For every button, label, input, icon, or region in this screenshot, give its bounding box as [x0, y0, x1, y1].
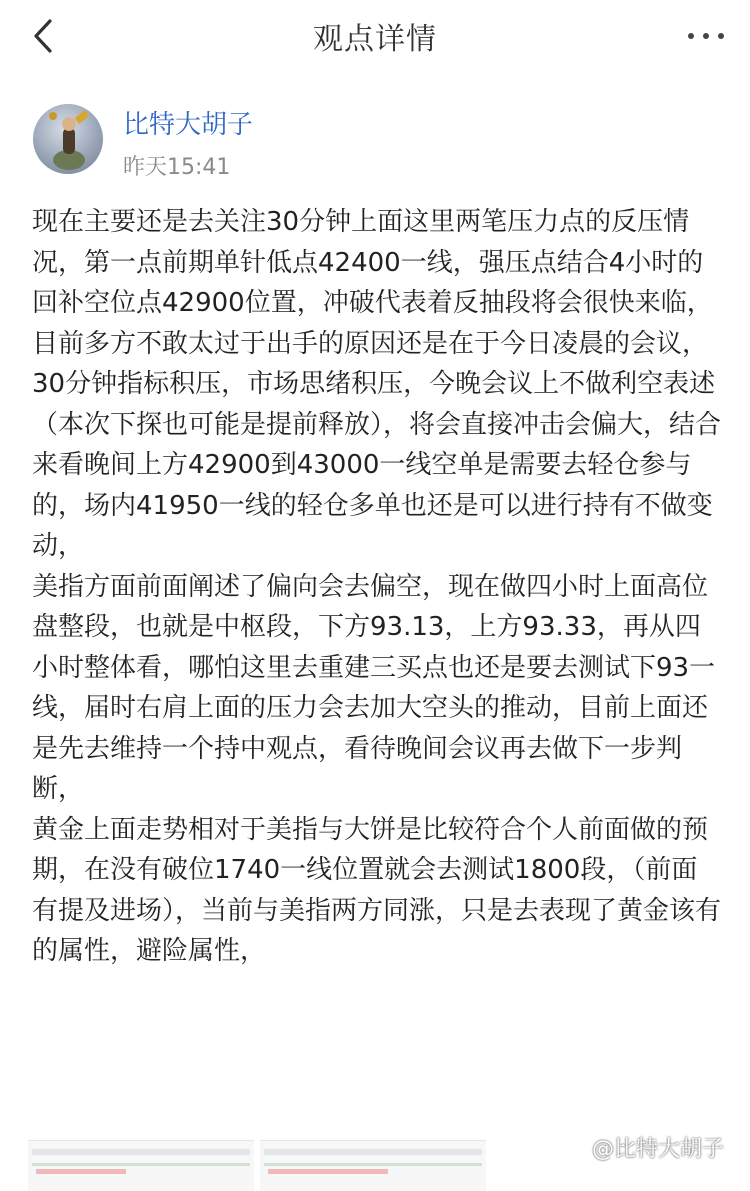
chart-thumbnail[interactable]	[260, 1140, 486, 1191]
chart-thumbnail[interactable]	[28, 1140, 254, 1191]
nav-bar	[0, 0, 750, 76]
page-title: 观点详情	[313, 22, 437, 57]
more-dots-icon[interactable]	[688, 30, 724, 42]
post-content	[32, 202, 722, 972]
author-name[interactable]: 比特大胡子	[123, 110, 254, 140]
post-time: 昨天15:41	[123, 155, 231, 180]
paragraph-btc: 现在主要还是去关注30分钟上面这里两笔压力点的反压情况，第一点前期单针低点42400一线，强压点结合4小时的回补空位点42900位置，冲破代表着反抽段将会很快来临，目前多方不敢太过于出手的原因还是在于今日凌晨的会议，30分钟指标积压，市场思绪积压，今晚会议上不做利空表述（本次下探也可能是提前释放），将会直接冲击会偏大，结合来看晚间上方42900到43000一线空单是需要去轻仓参与的，场内41950一线的轻仓多单也还是可以进行持有不做变动，	[32, 207, 722, 561]
paragraph-gold: 黄金上面走势相对于美指与大饼是比较符合个人前面做的预期，在没有破位1740一线位置就会去测试1800段，（前面有提及进场），当前与美指两方同涨，只是去表现了黄金该有的属性，避险属性，	[32, 814, 722, 966]
attached-images	[28, 1140, 488, 1190]
avatar[interactable]	[33, 104, 103, 174]
watermark: @比特大胡子	[591, 1137, 724, 1162]
paragraph-usd-index: 美指方面前面阐述了偏向会去偏空，现在做四小时上面高位盘整段，也就是中枢段，下方93.13，上方93.33，再从四小时整体看，哪怕这里去重建三买点也还是要去测试下93一线，届时右肩上面的压力会去加大空头的推动，目前上面还是先去维持一个持中观点，看待晚间会议再去做下一步判断，	[32, 571, 716, 804]
